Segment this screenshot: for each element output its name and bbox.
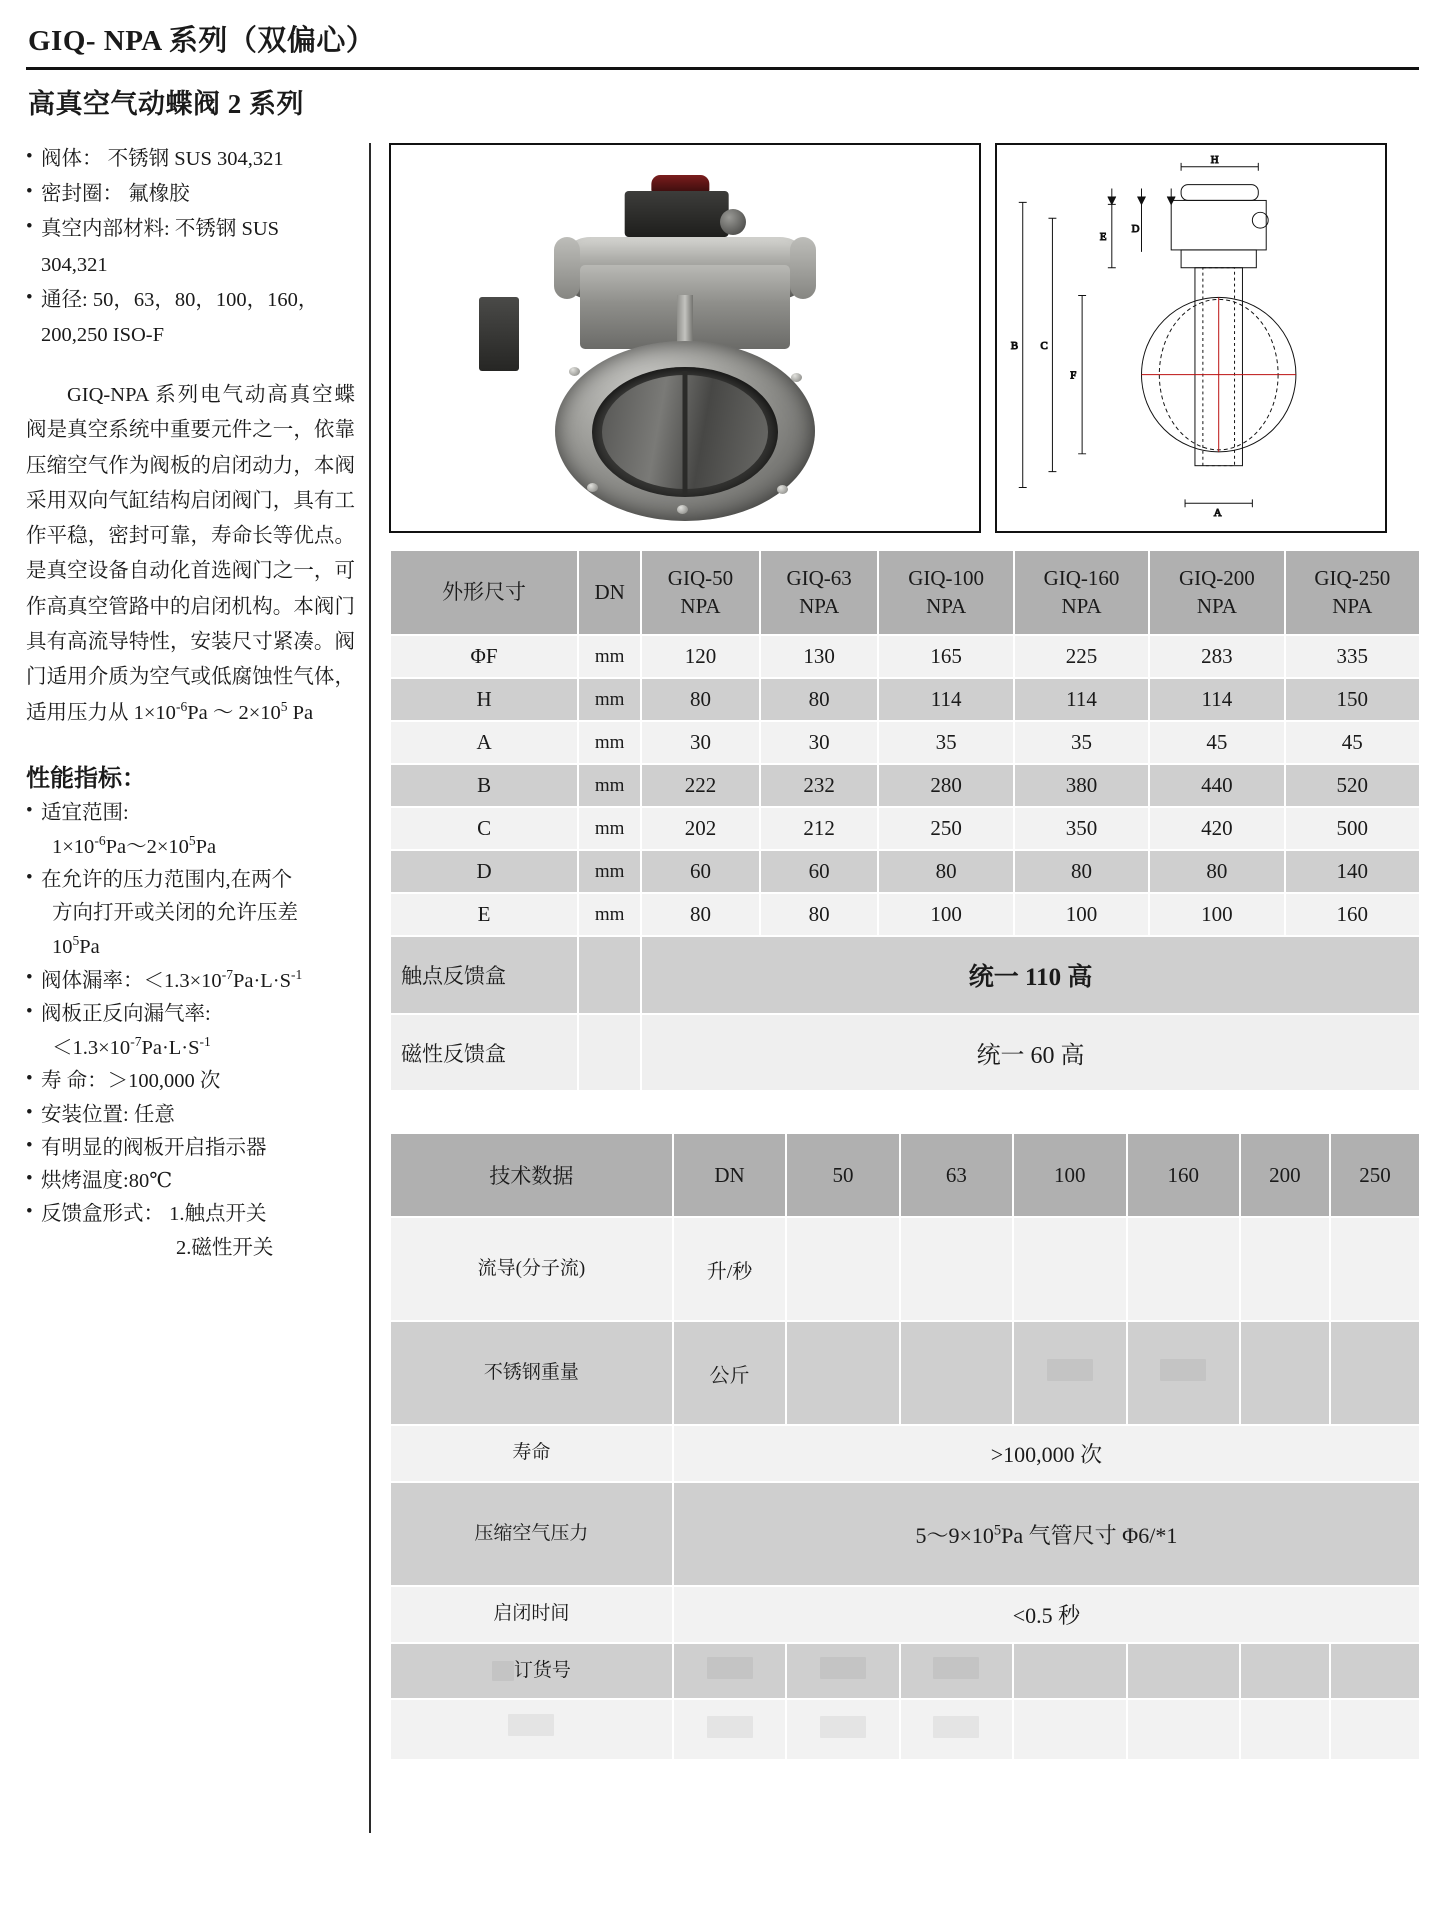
cell: 500 [1286,808,1419,849]
table-row [391,894,1419,935]
blank-value-chip [707,1716,753,1738]
cell: 80 [642,894,759,935]
column-header-dn-160: 160 [1128,1134,1239,1216]
solenoid-box [625,191,729,237]
description-end: Pa [287,702,314,725]
cell [787,1700,898,1759]
cell [1331,1322,1419,1424]
pressure-exp: 5 [993,1522,1002,1539]
cell: 280 [879,765,1012,806]
cell [901,1644,1012,1699]
cell: 100 [1015,894,1148,935]
performance-heading: 性能指标： [26,763,146,792]
table-row-air-pressure [391,1483,1419,1585]
page-title: GIQ- NPA 系列（双偏心） [26,18,1419,70]
row-unit: mm [579,894,640,935]
cell: 30 [761,722,878,763]
technical-table-head [391,1134,1419,1216]
plate-leak-exp: -7 [130,1034,142,1050]
row-label: 不锈钢重量 [391,1322,672,1424]
table-row [391,808,1419,849]
column-header-giq-100 [879,551,1012,634]
row-label: 寿命 [391,1426,672,1481]
cell [674,1700,785,1759]
cell: 80 [1015,851,1148,892]
table-header-row [391,1134,1419,1216]
cell: 335 [1286,636,1419,677]
list-item: 200,250 ISO-F [41,324,165,347]
cell: 212 [761,808,878,849]
dimension-dn-label: DN [579,551,640,634]
bolt-icon [677,505,688,514]
cell: 35 [879,722,1012,763]
list-item: • 通径: 50，63，80，100，160， [26,284,355,317]
row-label: H [391,679,577,720]
cell [1014,1322,1125,1424]
blank-value-chip [933,1657,979,1679]
list-item-diff-pressure: • 在允许的压力范围内,在两个 [26,864,355,897]
table-row [391,636,1419,677]
body-leak-label: 阀体漏率：＜1.3×10 [41,970,222,993]
column-header-giq-250 [1286,551,1419,634]
bolt-icon [791,373,802,382]
column-header-giq-160 [1015,551,1148,634]
cell: 80 [642,679,759,720]
table-row-contact-feedback-box [391,937,1419,1013]
dimension-table-head [391,551,1419,634]
cell [1014,1644,1125,1699]
model-suffix: NPA [680,593,721,618]
body-leak-exp: -7 [221,967,233,983]
list-item-range: • 适宜范围: [26,797,355,830]
cell [1331,1644,1419,1699]
cell: 380 [1015,765,1148,806]
description-exp-1: -6 [175,699,188,715]
order-label-text: 订货号 [513,1659,571,1681]
row-unit: 升/秒 [674,1218,785,1320]
dimension-table [389,549,1421,1092]
image-row [389,143,1421,533]
valve-photo-illustration [391,145,979,531]
row-label: ΦF [391,636,577,677]
table-row-magnetic-feedback-box [391,1015,1419,1090]
product-description [26,378,355,731]
cell: 100 [1150,894,1283,935]
air-pressure-value [674,1483,1419,1585]
page-subtitle: 高真空气动蝶阀 2 系列 [28,89,304,119]
model-suffix: NPA [1332,593,1373,618]
magnetic-feedback-value: 统一 60 高 [642,1015,1419,1090]
plate-leak-unit: Pa·L·S [141,1037,200,1060]
table-row-order-number-cont [391,1700,1419,1759]
svg-text:B: B [1010,339,1019,352]
svg-text:H: H [1210,153,1219,166]
cell [787,1644,898,1699]
cell: 350 [1015,808,1148,849]
list-item-feedback-type-2: 2.磁性开关 [176,1236,274,1259]
cell: 80 [1150,851,1283,892]
row-label [391,1644,672,1699]
body-leak-unit: Pa·L·S [232,970,292,993]
row-label: 磁性反馈盒 [391,1015,577,1090]
cell [1128,1644,1239,1699]
row-unit: mm [579,851,640,892]
range-exp-a: -6 [94,832,106,848]
body-leak-exp2: -1 [291,967,303,983]
row-label: A [391,722,577,763]
model-suffix: NPA [799,593,840,618]
row-label: C [391,808,577,849]
dimension-drawing-svg [997,145,1385,531]
model-name: GIQ-160 [1043,566,1120,590]
cell: 80 [761,679,878,720]
table-row [391,722,1419,763]
list-item: • 真空内部材料: 不锈钢 SUS [26,213,355,246]
svg-text:E: E [1099,231,1107,244]
model-suffix: NPA [1196,593,1237,618]
material-spec-list [26,143,355,352]
table-row [391,765,1419,806]
cell: 150 [1286,679,1419,720]
dimension-corner-label: 外形尺寸 [391,551,577,634]
cell [1014,1218,1125,1320]
cell: 60 [761,851,878,892]
valve-photo [389,143,981,533]
plate-leak-base: ＜1.3×10 [52,1037,131,1060]
model-name: GIQ-100 [908,566,985,590]
cell: 30 [642,722,759,763]
knob-icon [720,209,746,235]
list-item-body-leak [26,964,355,998]
technical-table-body [391,1218,1419,1758]
dimension-table-body [391,636,1419,1090]
cell [901,1700,1012,1759]
table-row-switch-time [391,1587,1419,1642]
cell: 120 [642,636,759,677]
column-header-giq-50 [642,551,759,634]
spacer-cell [579,937,640,1013]
cell: 114 [1150,679,1283,720]
svg-text:A: A [1213,507,1222,520]
list-item-feedback-type: • 反馈盒形式： 1.触点开关 [26,1198,355,1231]
cell: 520 [1286,765,1419,806]
cell: 250 [879,808,1012,849]
row-unit: mm [579,722,640,763]
cell: 140 [1286,851,1419,892]
list-item-position: • 安装位置: 任意 [26,1099,355,1132]
table-header-row [391,551,1419,634]
cell: 222 [642,765,759,806]
column-header-dn-250: 250 [1331,1134,1419,1216]
disc-shaft [683,371,688,495]
range-end: Pa [195,835,217,858]
table-row-order-number [391,1644,1419,1699]
table-row-life [391,1426,1419,1481]
table-row [391,851,1419,892]
cell [1128,1322,1239,1424]
cell [1128,1700,1239,1759]
table-row-weight [391,1322,1419,1424]
column-header-giq-200 [1150,551,1283,634]
svg-text:F: F [1070,369,1077,382]
cell [901,1322,1012,1424]
list-item-plate-leak-value [26,1031,355,1065]
cell: 225 [1015,636,1148,677]
list-item-plate-leak: • 阀板正反向漏气率: [26,998,355,1031]
blank-value-chip [492,1661,514,1681]
cell [1241,1322,1329,1424]
column-header-dn-100: 100 [1014,1134,1125,1216]
table-row-conductance [391,1218,1419,1320]
svg-text:D: D [1131,223,1140,236]
column-header-dn-200: 200 [1241,1134,1329,1216]
row-unit: mm [579,765,640,806]
blank-value-chip [933,1716,979,1738]
list-item-bake-temp: • 烘烤温度:80℃ [26,1165,355,1198]
column-header-giq-63 [761,551,878,634]
cell: 100 [879,894,1012,935]
cell [1241,1700,1329,1759]
row-label: E [391,894,577,935]
blank-value-chip [707,1657,753,1679]
description-text: GIQ-NPA 系列电气动高真空蝶阀是真空系统中重要元件之一，依靠压缩空气作为阀板的启闭动力，本阀采用双向气缸结构启闭阀门，具有工作平稳，密封可靠，寿命长等优点。是真空设备自动化首选阀门之一，可作高真空管路中的启闭机构。本阀门具有高流导特性，安装尺寸紧凑。阀门适用介质为空气或低腐蚀性气体，适用压力从 1×10 [26,384,355,725]
cell: 130 [761,636,878,677]
cell [901,1218,1012,1320]
row-label: D [391,851,577,892]
cell: 45 [1150,722,1283,763]
cell [1241,1218,1329,1320]
column-header-dn-50: 50 [787,1134,898,1216]
row-label: 启闭时间 [391,1587,672,1642]
cell: 45 [1286,722,1419,763]
life-value: >100,000 次 [674,1426,1419,1481]
left-column [26,143,371,1833]
technical-corner-label: 技术数据 [391,1134,672,1216]
cell [1014,1700,1125,1759]
description-exp-2: 5 [280,699,288,715]
cell [1331,1700,1419,1759]
dimension-drawing [995,143,1387,533]
list-item-range-value [26,830,355,864]
blank-value-chip [508,1714,554,1736]
row-unit: mm [579,636,640,677]
cell: 35 [1015,722,1148,763]
list-item-diff-pressure-value [26,930,355,964]
list-item-diff-pressure-cont: 方向打开或关闭的允许压差 [52,901,298,924]
model-name: GIQ-50 [667,566,734,590]
model-name: GIQ-250 [1314,566,1391,590]
cell [787,1218,898,1320]
spacer-cell [579,1015,640,1090]
cell: 202 [642,808,759,849]
performance-list [26,797,355,1265]
column-header-dn-63: 63 [901,1134,1012,1216]
cell: 232 [761,765,878,806]
row-label: 触点反馈盒 [391,937,577,1013]
contact-feedback-value: 统一 110 高 [642,937,1419,1013]
list-item: • 阀体： 不锈钢 SUS 304,321 [26,143,355,176]
row-label [391,1700,672,1759]
row-unit: mm [579,679,640,720]
range-mid: Pa～2×10 [105,835,189,858]
row-label: B [391,765,577,806]
row-unit: 公斤 [674,1322,785,1424]
cell: 160 [1286,894,1419,935]
list-item-indicator: • 有明显的阀板开启指示器 [26,1132,355,1165]
bolt-icon [569,367,580,376]
model-name: GIQ-63 [786,566,852,590]
content-area [26,143,1421,1833]
diff-exp: 5 [72,933,80,949]
side-block [479,297,519,371]
range-exp-b: 5 [188,832,196,848]
switch-time-value: <0.5 秒 [674,1587,1419,1642]
cell: 440 [1150,765,1283,806]
description-mid: Pa ～ 2×10 [187,702,281,725]
range-base-a: 1×10 [52,835,95,858]
blank-value-chip [1047,1359,1093,1381]
blank-value-chip [820,1716,866,1738]
technical-data-table [389,1132,1421,1760]
cell [1241,1644,1329,1699]
diff-end: Pa [79,936,100,959]
technical-dn-label: DN [674,1134,785,1216]
cell: 420 [1150,808,1283,849]
bolt-icon [777,485,788,494]
blank-value-chip [820,1657,866,1679]
bolt-icon [587,483,598,492]
model-name: GIQ-200 [1178,566,1255,590]
cell [674,1644,785,1699]
cell: 80 [761,894,878,935]
model-suffix: NPA [926,593,967,618]
cell: 114 [1015,679,1148,720]
cell: 80 [879,851,1012,892]
list-item: 304,321 [41,253,108,276]
cell [787,1322,898,1424]
cell: 114 [879,679,1012,720]
diff-base: 10 [52,936,73,959]
row-unit: mm [579,808,640,849]
pressure-base: 5～9×10 [915,1522,994,1548]
plate-leak-exp2: -1 [199,1034,211,1050]
right-column [371,143,1421,1833]
row-label: 压缩空气压力 [391,1483,672,1585]
row-label: 流导(分子流) [391,1218,672,1320]
list-item: • 密封圈： 氟橡胶 [26,178,355,211]
model-suffix: NPA [1061,593,1102,618]
table-row [391,679,1419,720]
cell [1128,1218,1239,1320]
cell: 60 [642,851,759,892]
pressure-end: Pa 气管尺寸 Φ6/*1 [1001,1522,1178,1548]
cell: 165 [879,636,1012,677]
blank-value-chip [1160,1359,1206,1381]
svg-text:C: C [1040,339,1048,352]
list-item-life: • 寿 命：＞100,000 次 [26,1065,355,1098]
cell [1331,1218,1419,1320]
cell: 283 [1150,636,1283,677]
